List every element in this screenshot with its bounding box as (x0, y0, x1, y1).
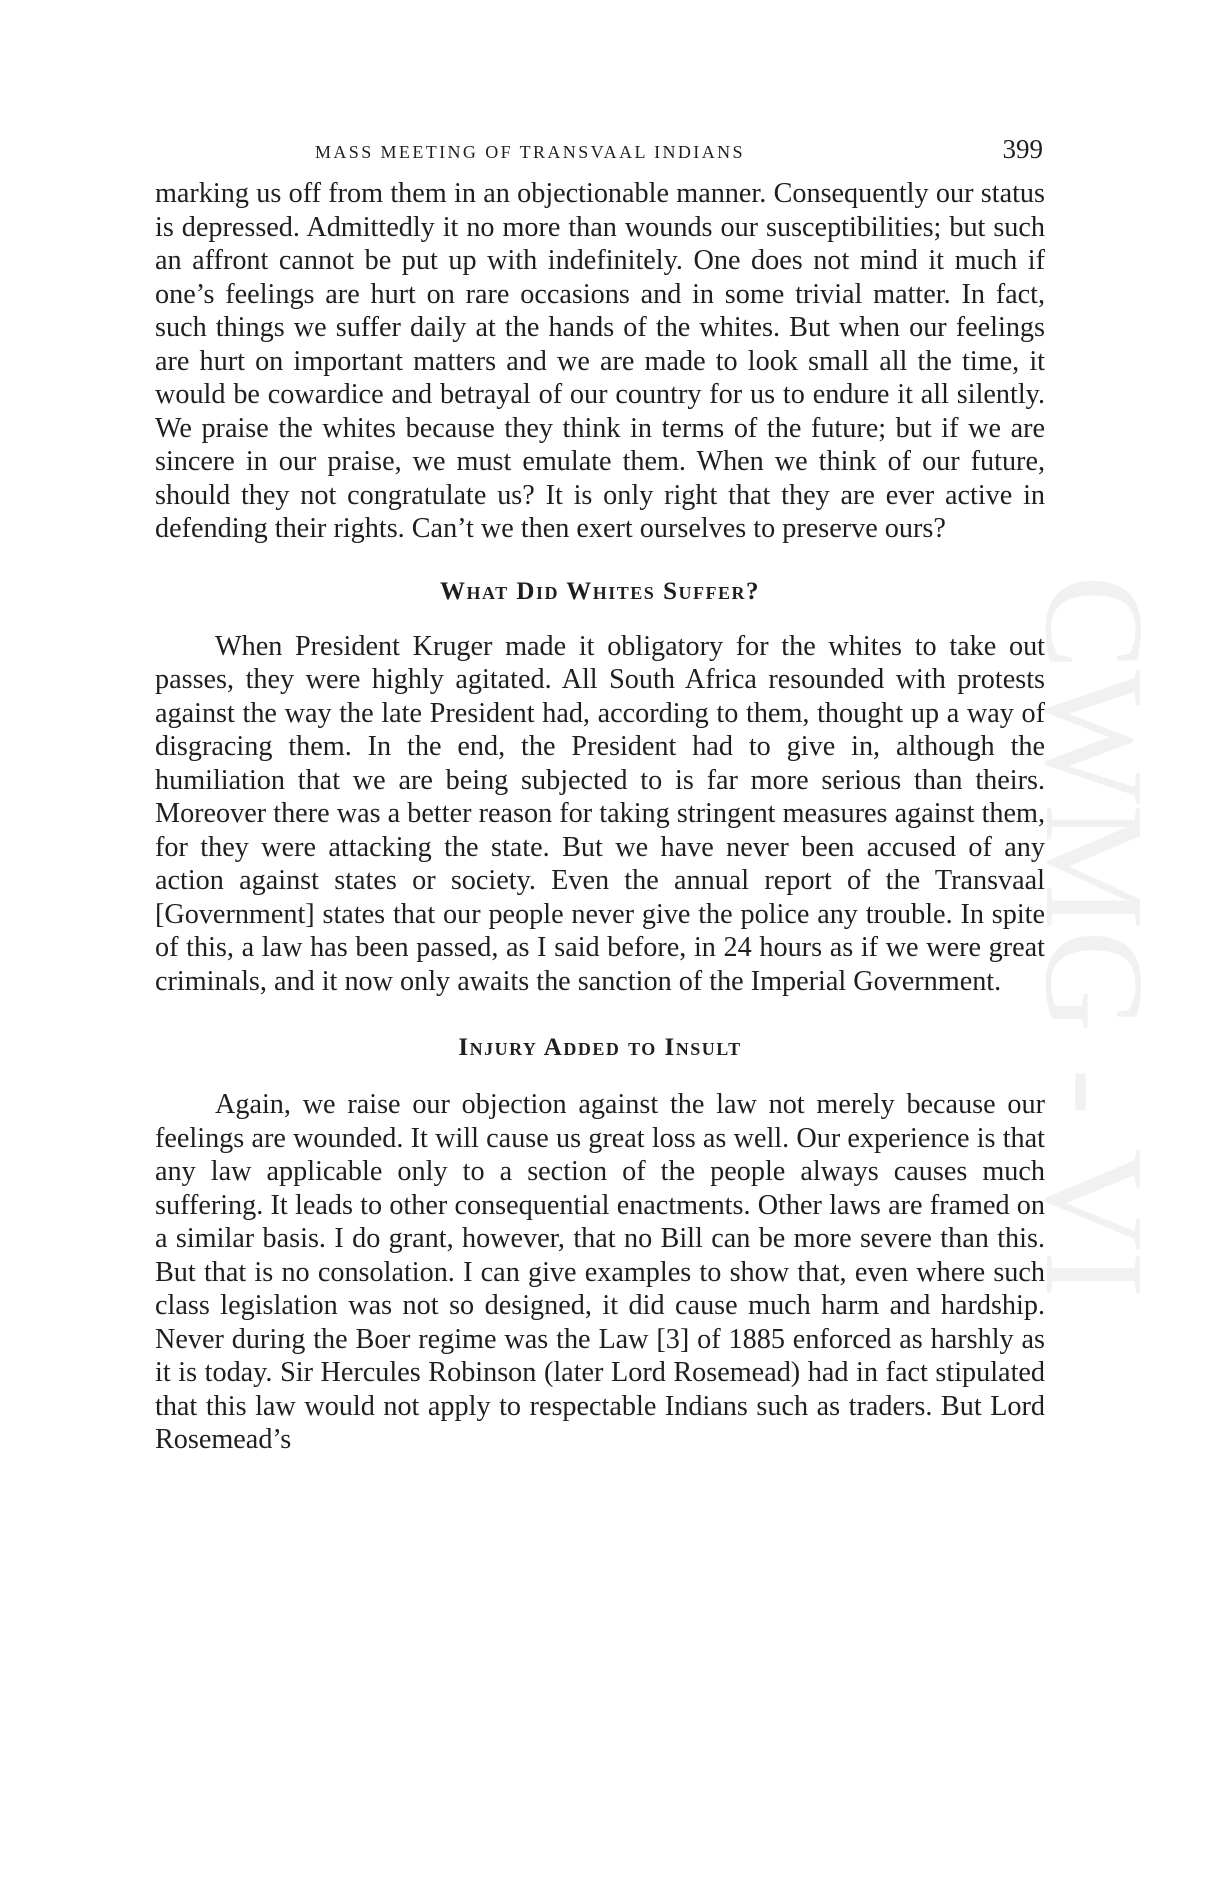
paragraph-1: marking us off from them in an objectionable manner. Consequently our status is depressed. Admittedly it no more than wounds our susceptibilities; but such an affront cannot be put up with indefinitely. One does not mind it much if one’s feelings are hurt on rare occasions and in some trivial matter. In fact, such things we suffer daily at the hands of the whites. But when our feelings are hurt on important matters and we are made to look small all the time, it would be cowardice and betrayal of our country for us to endure it all silently. We praise the whites because they think in terms of the future; but if we are sincere in our praise, we must emulate them. When we think of our future, should they not congratulate us? It is only right that they are ever active in defending their rights. Can’t we then exert ourselves to preserve ours? (155, 178, 1045, 544)
paragraph-3: Again, we raise our objection against the law not merely because our feelings are wounded. It will cause us great loss as well. Our experience is that any law applicable only to a section of the people always causes much suffering. It leads to other consequential enactments. Other laws are framed on a similar basis. I do grant, however, that no Bill can be more severe than this. But that is no consolation. I can give examples to show that, even where such class legislation was not so designed, it did cause much harm and hardship. Never during the Boer regime was the Law [3] of 1885 enforced as harshly as it is today. Sir Hercules Robinson (later Lord Rosemead) had in fact stipulated that this law would not apply to respectable Indians such as traders. But Lord Rosemead’s (155, 1089, 1045, 1455)
running-head (155, 134, 1045, 174)
section-heading-injury-added-to-insult: Injury Added to Insult (458, 1034, 742, 1061)
body-text (155, 177, 1045, 1457)
section-heading-what-did-whites-suffer: What Did Whites Suffer? (440, 577, 760, 605)
watermark-text: CWMG - VI (1016, 575, 1174, 1299)
page-number: 399 (1002, 134, 1043, 164)
paragraph-2: When President Kruger made it obligatory for the whites to take out passes, they were highly agitated. All South Africa resounded with protests against the way the late President had, according to them, thought up a way of disgracing them. In the end, the President had to give in, although the humiliation that we are being subjected to is far more serious than theirs. Moreover there was a better reason for taking stringent measures against them, for they were attacking the state. But we have never been accused of any action against states or society. Even the annual report of the Transvaal [Government] states that our people never give the police any trouble. In spite of this, a law has been passed, as I said before, in 24 hours as if we were great criminals, and it now only awaits the sanction of the Imperial Government. (155, 630, 1045, 997)
running-title: MASS MEETING OF TRANSVAAL INDIANS (315, 142, 745, 162)
